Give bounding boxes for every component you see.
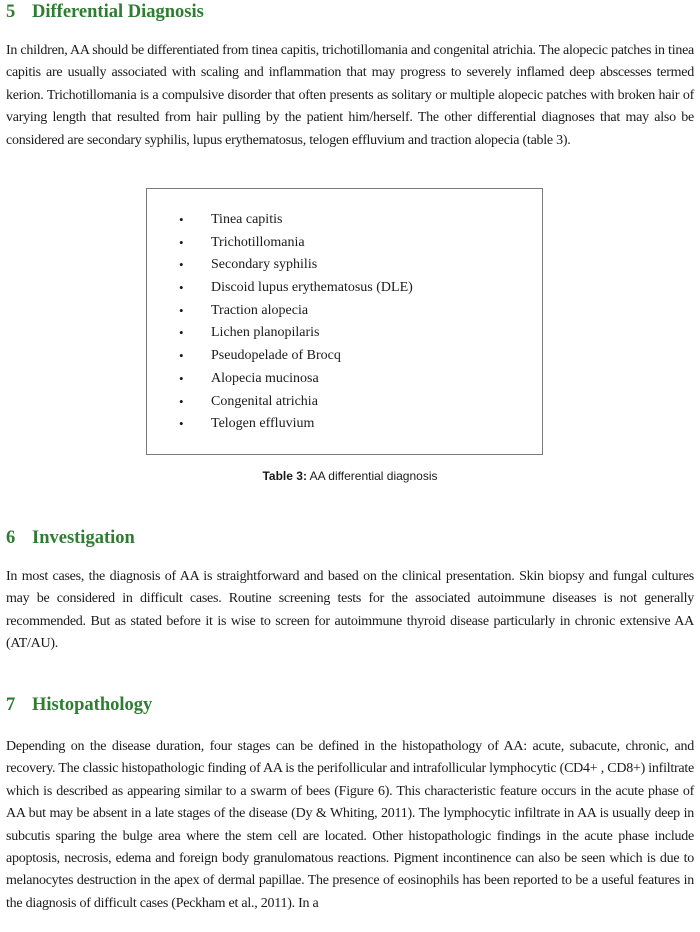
differential-item-label: Pseudopelade of Brocq [211,348,341,364]
bullet-icon: • [179,302,184,318]
differential-item-label: Lichen planopilaris [211,325,320,341]
differential-item-label: Congenital atrichia [211,393,318,409]
table-caption-text: AA differential diagnosis [306,469,438,483]
bullet-icon: • [179,325,184,341]
differential-item [147,232,413,255]
section-title: Histopathology [32,695,153,715]
section-number: 6 [6,528,16,548]
differential-item [147,209,413,232]
differential-item-label: Secondary syphilis [211,257,318,273]
section-title: Differential Diagnosis [32,2,204,22]
differential-item-label: Alopecia mucinosa [211,370,319,386]
differential-item-label: Traction alopecia [211,302,309,318]
bullet-icon: • [179,393,184,409]
differential-item-label: Telogen effluvium [211,416,315,432]
section-heading-histopathology [6,695,152,716]
table-caption [0,469,700,483]
bullet-icon: • [179,370,184,386]
differential-item [147,391,413,414]
differential-item-label: Tinea capitis [211,212,283,227]
bullet-icon: • [179,212,184,227]
section-number: 5 [6,2,16,22]
section-heading-investigation [6,528,135,549]
differential-item-label: Discoid lupus erythematosus (DLE) [211,280,413,296]
differential-diagnosis-paragraph: In children, AA should be differentiated from tinea capitis, trichotillomania and congenital atrichia. The alopecic patches in tinea capitis are usually associated with scaling and inflammation that may progress to severely inflamed deep abscesses termed kerion. Trichotillomania is a compulsive disorder that often presents as solitary or multiple alopecic patches with broken hair of varying length that resulted from hair pulling by the patient him/herself. The other differential diagnoses that may also be considered are secondary syphilis, lupus erythematosus, telogen effluvium and traction alopecia (table 3). [6,43,695,148]
bullet-icon: • [179,348,184,364]
differential-diagnosis-table [146,188,543,455]
investigation-paragraph: In most cases, the diagnosis of AA is straightforward and based on the clinical presentation. Skin biopsy and fungal cultures may be considered in difficult cases. Routine screening tests for the associated autoimmune diseases is not generally recommended. But as stated before it is wise to screen for autoimmune thyroid disease particularly in chronic extensive AA (AT/AU). [6,569,694,652]
bullet-icon: • [179,416,184,432]
bullet-icon: • [179,257,184,273]
differential-item [147,277,413,300]
differential-item [147,345,413,368]
histopathology-paragraph: Depending on the disease duration, four stages can be defined in the histopathology of AA: acute, subacute, chronic, and recovery. The classic histopathologic finding of AA is the perifollicular and intrafollicular lymphocytic (CD4+ , CD8+) infiltrate which is described as appearing similar to a swarm of bees (Figure 6). This characteristic feature occurs in the acute phase of AA but may be absent in a late stages of the disease (Dy & Whiting, 2011). The lymphocytic infiltrate in AA is usually deep in subcutis sparing the bulge area where the stem cell are located. Other histopathologic findings in the acute phase include apoptosis, necrosis, edema and foreign body granulomatous reactions. Pigment incontinence can also be seen which is due to melanocytes destruction in the apex of dermal papillae. The presence of eosinophils has been reported to be a useful features in the diagnosis of difficult cases (Peckham et al., 2011). In a [6,739,694,911]
differential-item [147,322,413,345]
differential-diagnosis-list [147,209,413,436]
table-caption-label: Table 3: [262,469,307,483]
section-title: Investigation [32,528,135,548]
differential-item [147,368,413,391]
differential-item [147,413,413,436]
section-number: 7 [6,695,16,715]
bullet-icon: • [179,234,184,250]
differential-item [147,254,413,277]
differential-item-label: Trichotillomania [211,234,305,250]
bullet-icon: • [179,280,184,296]
differential-item [147,300,413,323]
section-heading-differential-diagnosis [6,2,204,23]
